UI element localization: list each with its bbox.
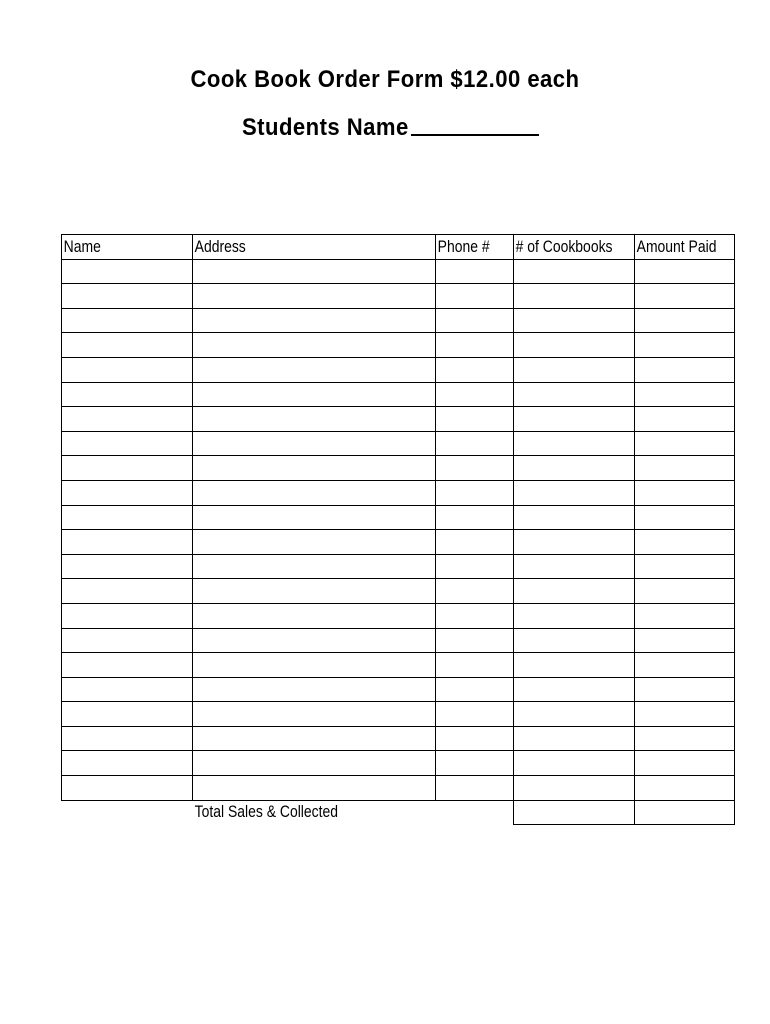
- address-cell[interactable]: [193, 480, 436, 505]
- table-row: [62, 456, 735, 481]
- total-spacer: [62, 800, 193, 825]
- address-cell[interactable]: [193, 333, 436, 358]
- header-amount-paid: [635, 235, 735, 260]
- form-title: Cook Book Order Form $12.00 each: [190, 66, 580, 93]
- phone-cell[interactable]: [436, 653, 514, 678]
- total-amount-cell[interactable]: [635, 800, 735, 825]
- amount-paid-cell[interactable]: [635, 751, 735, 776]
- cookbooks-cell[interactable]: [514, 357, 635, 382]
- name-cell[interactable]: [62, 751, 193, 776]
- cookbooks-cell[interactable]: [514, 505, 635, 530]
- address-cell[interactable]: [193, 456, 436, 481]
- name-cell[interactable]: [62, 726, 193, 751]
- amount-paid-cell[interactable]: [635, 603, 735, 628]
- phone-cell[interactable]: [436, 603, 514, 628]
- amount-paid-cell[interactable]: [635, 726, 735, 751]
- phone-cell[interactable]: [436, 726, 514, 751]
- phone-cell[interactable]: [436, 579, 514, 604]
- amount-paid-cell[interactable]: [635, 284, 735, 309]
- amount-paid-cell[interactable]: [635, 505, 735, 530]
- name-cell[interactable]: [62, 407, 193, 432]
- address-cell[interactable]: [193, 751, 436, 776]
- table-row: [62, 726, 735, 751]
- name-cell[interactable]: [62, 333, 193, 358]
- cookbooks-cell[interactable]: [514, 726, 635, 751]
- address-cell[interactable]: [193, 308, 436, 333]
- phone-cell[interactable]: [436, 456, 514, 481]
- address-cell[interactable]: [193, 259, 436, 284]
- phone-cell[interactable]: [436, 431, 514, 456]
- amount-paid-cell[interactable]: [635, 333, 735, 358]
- header-phone-label: Phone #: [437, 236, 490, 256]
- table-row: [62, 357, 735, 382]
- table-row: [62, 480, 735, 505]
- phone-cell[interactable]: [436, 382, 514, 407]
- address-cell[interactable]: [193, 284, 436, 309]
- cookbooks-cell[interactable]: [514, 554, 635, 579]
- address-cell[interactable]: [193, 431, 436, 456]
- name-cell[interactable]: [62, 702, 193, 727]
- amount-paid-cell[interactable]: [635, 530, 735, 555]
- name-cell[interactable]: [62, 776, 193, 801]
- table-header-row: [62, 235, 735, 260]
- cookbooks-cell[interactable]: [514, 456, 635, 481]
- cookbooks-cell[interactable]: [514, 480, 635, 505]
- cookbooks-cell[interactable]: [514, 308, 635, 333]
- amount-paid-cell[interactable]: [635, 480, 735, 505]
- table-row: [62, 431, 735, 456]
- address-cell[interactable]: [193, 702, 436, 727]
- amount-paid-cell[interactable]: [635, 456, 735, 481]
- orders-table: [61, 234, 735, 825]
- phone-cell[interactable]: [436, 751, 514, 776]
- header-cookbooks: [514, 235, 635, 260]
- phone-cell[interactable]: [436, 530, 514, 555]
- amount-paid-cell[interactable]: [635, 431, 735, 456]
- address-cell[interactable]: [193, 554, 436, 579]
- address-cell[interactable]: [193, 579, 436, 604]
- name-cell[interactable]: [62, 357, 193, 382]
- name-cell[interactable]: [62, 505, 193, 530]
- cookbooks-cell[interactable]: [514, 530, 635, 555]
- address-cell[interactable]: [193, 407, 436, 432]
- cookbooks-cell[interactable]: [514, 776, 635, 801]
- name-cell[interactable]: [62, 628, 193, 653]
- table-row: [62, 333, 735, 358]
- name-cell[interactable]: [62, 653, 193, 678]
- cookbooks-cell[interactable]: [514, 431, 635, 456]
- phone-cell[interactable]: [436, 702, 514, 727]
- address-cell[interactable]: [193, 530, 436, 555]
- cookbooks-cell[interactable]: [514, 653, 635, 678]
- name-cell[interactable]: [62, 284, 193, 309]
- cookbooks-cell[interactable]: [514, 579, 635, 604]
- address-cell[interactable]: [193, 505, 436, 530]
- phone-cell[interactable]: [436, 776, 514, 801]
- header-phone: [436, 235, 514, 260]
- address-cell[interactable]: [193, 726, 436, 751]
- phone-cell[interactable]: [436, 259, 514, 284]
- total-label: Total Sales & Collected: [194, 801, 338, 821]
- phone-cell[interactable]: [436, 505, 514, 530]
- address-cell[interactable]: [193, 628, 436, 653]
- cookbooks-cell[interactable]: [514, 628, 635, 653]
- table-row: [62, 505, 735, 530]
- header-address-label: Address: [194, 236, 246, 256]
- address-cell[interactable]: [193, 653, 436, 678]
- cookbooks-cell[interactable]: [514, 407, 635, 432]
- name-cell[interactable]: [62, 579, 193, 604]
- phone-cell[interactable]: [436, 677, 514, 702]
- table-row: [62, 259, 735, 284]
- name-cell[interactable]: [62, 677, 193, 702]
- header-amount-paid-label: Amount Paid: [636, 236, 717, 256]
- table-row: [62, 776, 735, 801]
- name-cell[interactable]: [62, 603, 193, 628]
- cookbooks-cell[interactable]: [514, 284, 635, 309]
- header-cookbooks-label: # of Cookbooks: [515, 236, 613, 256]
- amount-paid-cell[interactable]: [635, 259, 735, 284]
- amount-paid-cell[interactable]: [635, 579, 735, 604]
- cookbooks-cell[interactable]: [514, 333, 635, 358]
- table-row: [62, 603, 735, 628]
- table-row: [62, 308, 735, 333]
- table-row: [62, 554, 735, 579]
- phone-cell[interactable]: [436, 357, 514, 382]
- address-cell[interactable]: [193, 776, 436, 801]
- name-cell[interactable]: [62, 431, 193, 456]
- amount-paid-cell[interactable]: [635, 702, 735, 727]
- phone-cell[interactable]: [436, 554, 514, 579]
- amount-paid-cell[interactable]: [635, 382, 735, 407]
- phone-cell[interactable]: [436, 284, 514, 309]
- student-name-label: Students Name: [242, 114, 409, 141]
- address-cell[interactable]: [193, 677, 436, 702]
- amount-paid-cell[interactable]: [635, 357, 735, 382]
- table-row: [62, 530, 735, 555]
- address-cell[interactable]: [193, 603, 436, 628]
- amount-paid-cell[interactable]: [635, 653, 735, 678]
- cookbooks-cell[interactable]: [514, 751, 635, 776]
- amount-paid-cell[interactable]: [635, 407, 735, 432]
- cookbooks-cell[interactable]: [514, 259, 635, 284]
- total-spacer-phone: [436, 800, 514, 825]
- name-cell[interactable]: [62, 308, 193, 333]
- amount-paid-cell[interactable]: [635, 308, 735, 333]
- name-cell[interactable]: [62, 259, 193, 284]
- address-cell[interactable]: [193, 357, 436, 382]
- total-cookbooks-cell[interactable]: [514, 800, 635, 825]
- table-row: [62, 677, 735, 702]
- table-row: [62, 407, 735, 432]
- cookbooks-cell[interactable]: [514, 603, 635, 628]
- cookbooks-cell[interactable]: [514, 382, 635, 407]
- student-name-line: [242, 114, 539, 142]
- total-label-cell: [193, 800, 436, 825]
- order-rows: [62, 259, 735, 800]
- amount-paid-cell[interactable]: [635, 677, 735, 702]
- table-row: [62, 653, 735, 678]
- table-row: [62, 702, 735, 727]
- table-row: [62, 284, 735, 309]
- student-name-field[interactable]: [411, 133, 539, 136]
- address-cell[interactable]: [193, 382, 436, 407]
- phone-cell[interactable]: [436, 308, 514, 333]
- header-name-label: Name: [63, 236, 101, 256]
- cookbooks-cell[interactable]: [514, 677, 635, 702]
- amount-paid-cell[interactable]: [635, 628, 735, 653]
- phone-cell[interactable]: [436, 333, 514, 358]
- name-cell[interactable]: [62, 554, 193, 579]
- name-cell[interactable]: [62, 480, 193, 505]
- amount-paid-cell[interactable]: [635, 554, 735, 579]
- cookbooks-cell[interactable]: [514, 702, 635, 727]
- phone-cell[interactable]: [436, 407, 514, 432]
- phone-cell[interactable]: [436, 480, 514, 505]
- name-cell[interactable]: [62, 530, 193, 555]
- total-row: [62, 800, 735, 825]
- phone-cell[interactable]: [436, 628, 514, 653]
- amount-paid-cell[interactable]: [635, 776, 735, 801]
- table-row: [62, 579, 735, 604]
- name-cell[interactable]: [62, 456, 193, 481]
- header-address: [193, 235, 436, 260]
- header-name: [62, 235, 193, 260]
- table-row: [62, 751, 735, 776]
- table-row: [62, 628, 735, 653]
- name-cell[interactable]: [62, 382, 193, 407]
- table-row: [62, 382, 735, 407]
